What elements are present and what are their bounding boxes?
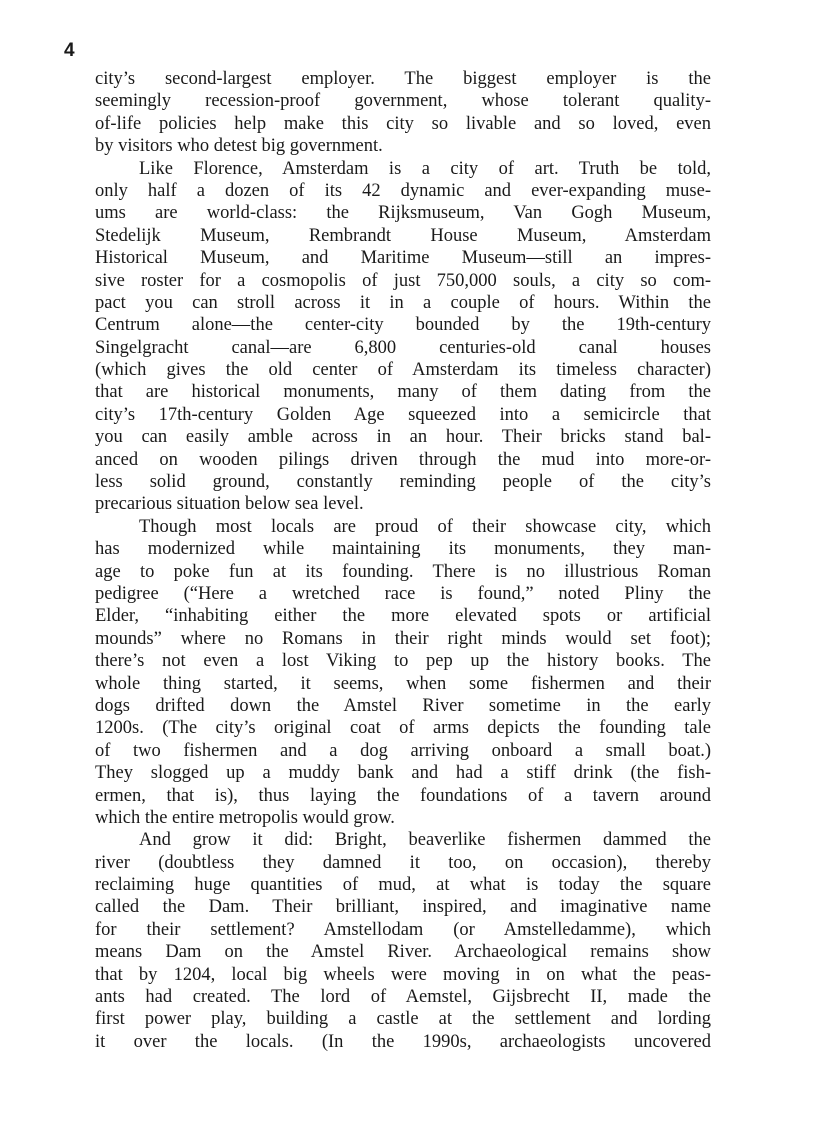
text-line: (which gives the old center of Amsterdam its timeless character): [95, 360, 711, 381]
text-line: that by 1204, local big wheels were moving in on what the peas-: [95, 964, 711, 985]
body-text: [95, 68, 711, 1053]
text-line: first power play, building a castle at the settlement and lording: [95, 1009, 711, 1030]
text-line: of-life policies help make this city so livable and so loved, even: [95, 113, 711, 134]
text-line: you can easily amble across in an hour. Their bricks stand bal-: [95, 427, 711, 448]
paragraph: [95, 829, 711, 1053]
text-line: only half a dozen of its 42 dynamic and ever-expanding muse-: [95, 180, 711, 201]
text-line: mounds” where no Romans in their right minds would set foot);: [95, 628, 711, 649]
text-line: ermen, that is), thus laying the foundations of a tavern around: [95, 785, 711, 806]
page-number: 4: [64, 40, 75, 61]
paragraph: [95, 516, 711, 829]
text-line: whole thing started, it seems, when some fishermen and their: [95, 673, 711, 694]
text-line: ants had created. The lord of Aemstel, Gijsbrecht II, made the: [95, 987, 711, 1008]
text-line: Elder, “inhabiting either the more elevated spots or artificial: [95, 606, 711, 627]
text-line: there’s not even a lost Viking to pep up the history books. The: [95, 651, 711, 672]
text-line: dogs drifted down the Amstel River sometime in the early: [95, 695, 711, 716]
text-line: Centrum alone—the center-city bounded by the 19th-century: [95, 315, 711, 336]
text-line: They slogged up a muddy bank and had a stiff drink (the fish-: [95, 763, 711, 784]
text-line: that are historical monuments, many of them dating from the: [95, 382, 711, 403]
paragraph: [95, 158, 711, 516]
text-line: Stedelijk Museum, Rembrandt House Museum, Amsterdam: [95, 225, 711, 246]
text-line: less solid ground, constantly reminding people of the city’s: [95, 472, 711, 493]
text-line: city’s second-largest employer. The biggest employer is the: [95, 69, 711, 89]
text-line: called the Dam. Their brilliant, inspired, and imaginative name: [95, 897, 711, 918]
text-line: by visitors who detest big government.: [95, 136, 383, 157]
text-line: sive roster for a cosmopolis of just 750,000 souls, a city so com-: [95, 270, 711, 291]
text-line: for their settlement? Amstellodam (or Amstelledamme), which: [95, 919, 711, 940]
text-line: river (doubtless they damned it too, on occasion), thereby: [95, 852, 711, 873]
text-line: which the entire metropolis would grow.: [95, 807, 395, 828]
text-line: seemingly recession-proof government, whose tolerant quality-: [95, 91, 711, 112]
text-line: it over the locals. (In the 1990s, archaeologists uncovered: [95, 1031, 711, 1052]
text-line: Though most locals are proud of their showcase city, which: [139, 516, 711, 537]
text-line: precarious situation below sea level.: [95, 494, 364, 515]
text-line: 1200s. (The city’s original coat of arms depicts the founding tale: [95, 718, 711, 739]
text-line: city’s 17th-century Golden Age squeezed into a semicircle that: [95, 404, 711, 425]
text-line: Like Florence, Amsterdam is a city of art. Truth be told,: [139, 158, 711, 179]
text-line: age to poke fun at its founding. There is no illustrious Roman: [95, 561, 711, 582]
text-line: has modernized while maintaining its monuments, they man-: [95, 539, 711, 560]
text-line: And grow it did: Bright, beaverlike fishermen dammed the: [139, 830, 711, 851]
paragraph: [95, 68, 711, 158]
text-line: pedigree (“Here a wretched race is found,” noted Pliny the: [95, 583, 711, 604]
text-line: Historical Museum, and Maritime Museum—still an impres-: [95, 248, 711, 269]
text-line: ums are world-class: the Rijksmuseum, Van Gogh Museum,: [95, 203, 711, 224]
text-line: pact you can stroll across it in a couple of hours. Within the: [95, 292, 711, 313]
text-line: means Dam on the Amstel River. Archaeological remains show: [95, 942, 711, 963]
text-line: of two fishermen and a dog arriving onboard a small boat.): [95, 740, 711, 761]
text-line: Singelgracht canal—are 6,800 centuries-old canal houses: [95, 337, 711, 358]
text-line: reclaiming huge quantities of mud, at what is today the square: [95, 875, 711, 896]
text-line: anced on wooden pilings driven through the mud into more-or-: [95, 449, 711, 470]
